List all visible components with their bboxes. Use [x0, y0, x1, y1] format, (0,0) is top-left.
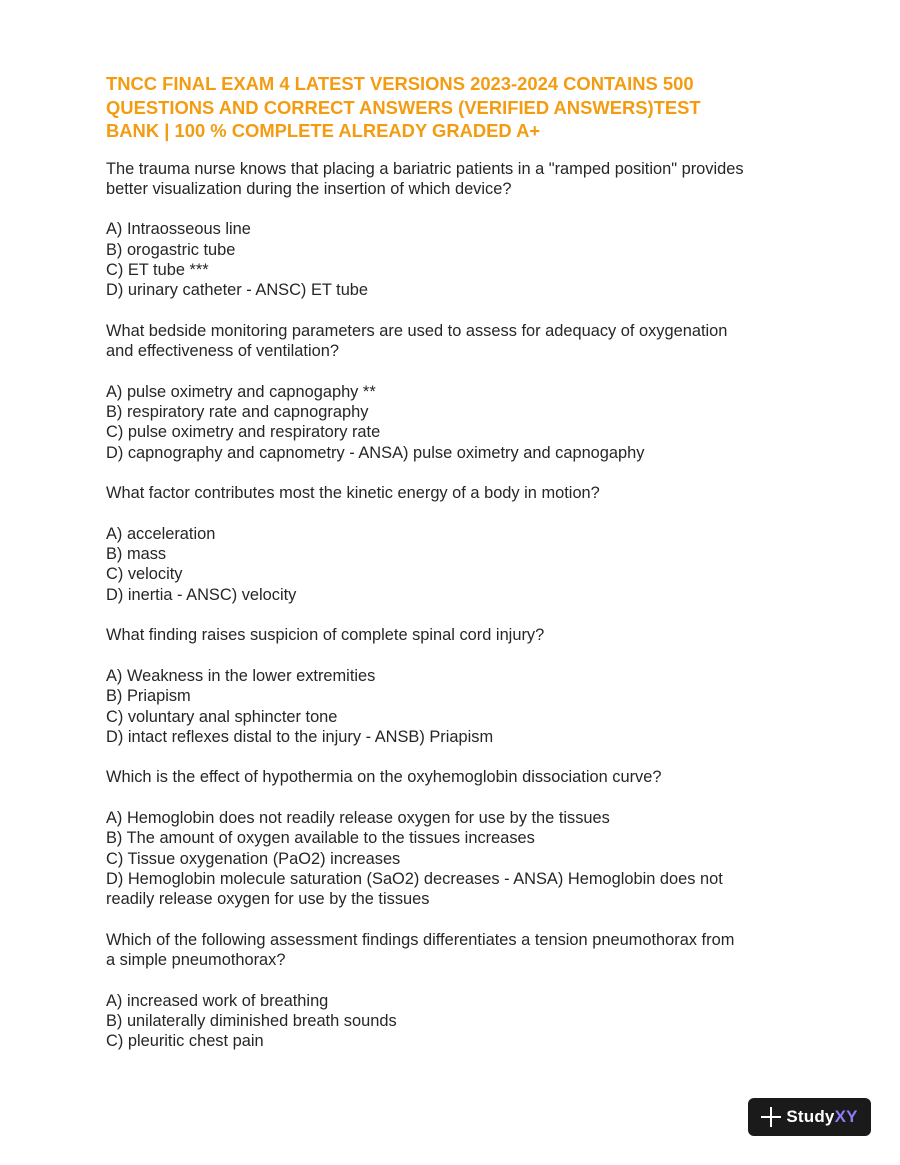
question-stem-line: Which is the effect of hypothermia on the oxyhemoglobin dissociation curve? [106, 768, 662, 787]
answer-option: A) Weakness in the lower extremities [106, 666, 376, 685]
document-title [106, 72, 806, 143]
answer-option: B) respiratory rate and capnography [106, 403, 369, 422]
spacer [106, 970, 806, 990]
question-block [106, 767, 806, 929]
answer-option: D) intact reflexes distal to the injury - ANSB) Priapism [106, 727, 494, 746]
question-stem-line: The trauma nurse knows that placing a bariatric patients in a "ramped position" provides [106, 159, 744, 178]
question-stem-line: What finding raises suspicion of complete spinal cord injury? [106, 626, 545, 645]
answer-option: D) inertia - ANSC) velocity [106, 585, 297, 604]
answer-option: B) orogastric tube [106, 240, 236, 259]
answer-option: D) capnography and capnometry - ANSA) pulse oximetry and capnogaphy [106, 443, 645, 462]
spacer [106, 301, 806, 321]
question-block [106, 321, 806, 483]
brand-main: Study [786, 1107, 835, 1126]
document-title-line: QUESTIONS AND CORRECT ANSWERS (VERIFIED ANSWERS)TEST [106, 96, 701, 118]
document-title-line: BANK | 100 % COMPLETE ALREADY GRADED A+ [106, 120, 541, 141]
spacer [106, 747, 806, 767]
answer-option: C) Tissue oxygenation (PaO2) increases [106, 849, 401, 868]
question-block [106, 930, 806, 1052]
answer-option: C) voluntary anal sphincter tone [106, 707, 338, 726]
studyxy-badge[interactable] [748, 1098, 871, 1136]
brand-name [786, 1107, 857, 1127]
spacer [106, 463, 806, 483]
answer-option: B) Priapism [106, 687, 191, 706]
document-page [106, 72, 806, 1052]
spacer [106, 605, 806, 625]
question-block [106, 483, 806, 625]
answer-option: A) increased work of breathing [106, 991, 329, 1010]
question-stem-line: and effectiveness of ventilation? [106, 342, 339, 361]
spacer [106, 909, 806, 929]
answer-option: A) Intraosseous line [106, 220, 251, 239]
answer-option: B) The amount of oxygen available to the tissues increases [106, 829, 535, 848]
answer-option: B) mass [106, 545, 167, 564]
question-stem-line: a simple pneumothorax? [106, 951, 286, 970]
answer-option: A) pulse oximetry and capnogaphy ** [106, 382, 376, 401]
question-block [106, 159, 806, 321]
spacer [106, 788, 806, 808]
document-title-line: TNCC FINAL EXAM 4 LATEST VERSIONS 2023-2024 CONTAINS 500 [106, 73, 694, 94]
answer-option: readily release oxygen for use by the tissues [106, 890, 430, 909]
answer-option: A) Hemoglobin does not readily release oxygen for use by the tissues [106, 809, 610, 827]
spacer [106, 504, 806, 524]
answer-option: C) velocity [106, 565, 183, 584]
spacer [106, 199, 806, 219]
brand-accent: XY [834, 1107, 858, 1126]
plus-icon [761, 1107, 781, 1127]
question-stem-line: better visualization during the insertion of which device? [106, 179, 512, 198]
question-block [106, 625, 806, 767]
answer-option: C) pleuritic chest pain [106, 1032, 264, 1051]
answer-option: A) acceleration [106, 524, 216, 543]
answer-option: B) unilaterally diminished breath sounds [106, 1011, 397, 1030]
spacer [106, 361, 806, 381]
answer-option: C) ET tube *** [106, 260, 209, 279]
question-stem-line: What factor contributes most the kinetic energy of a body in motion? [106, 484, 600, 503]
answer-option: D) Hemoglobin molecule saturation (SaO2) decreases - ANSA) Hemoglobin does not [106, 869, 723, 888]
answer-option: D) urinary catheter - ANSC) ET tube [106, 281, 369, 300]
question-stem-line: What bedside monitoring parameters are used to assess for adequacy of oxygenation [106, 321, 728, 340]
answer-option: C) pulse oximetry and respiratory rate [106, 423, 381, 442]
question-stem-line: Which of the following assessment findings differentiates a tension pneumothorax from [106, 930, 735, 949]
spacer [106, 646, 806, 666]
